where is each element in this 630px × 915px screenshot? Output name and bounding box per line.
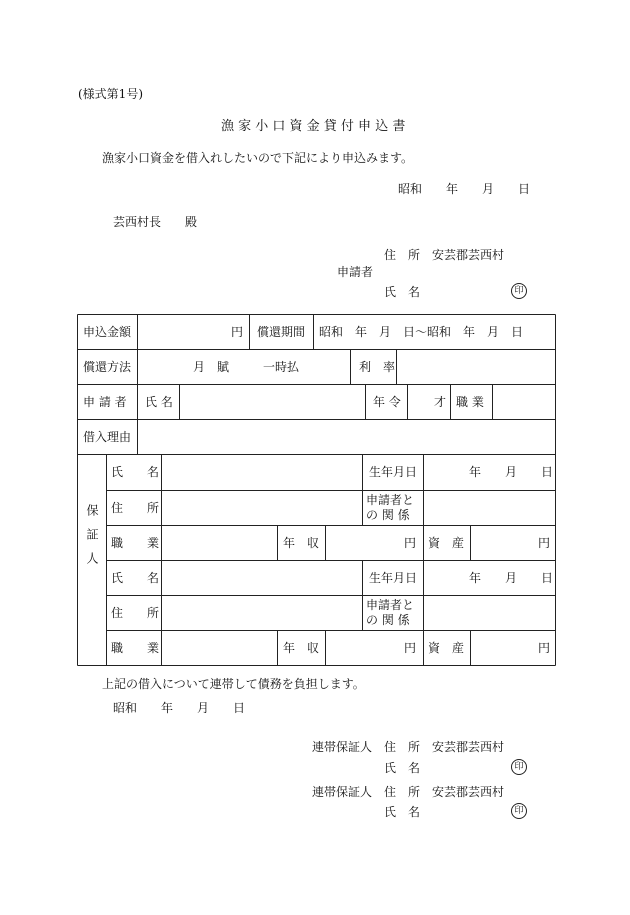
- joint-guarantor1-seal: 印: [511, 759, 527, 775]
- joint-guarantor1-name-label: 氏 名: [384, 761, 421, 775]
- joint-guarantor2-role: 連帯保証人: [312, 785, 373, 799]
- applicant-address-value: 安芸郡芸西村: [432, 248, 505, 262]
- guarantor1-relation-line1: 申請者と: [366, 493, 415, 507]
- guarantor1-address-label: 住 所: [111, 501, 160, 515]
- applicant-address-label: 住 所: [384, 248, 421, 262]
- joint-guarantor2-seal: 印: [511, 803, 527, 819]
- guarantor-label: 保 証 人: [85, 504, 99, 564]
- repayment-period-value: 昭和 年 月 日〜昭和 年 月 日: [319, 325, 524, 339]
- method-lump-sum: 一時払: [263, 360, 300, 374]
- form-number: (様式第1号): [78, 87, 143, 101]
- application-table: [77, 314, 556, 666]
- guarantor2-name-label: 氏 名: [111, 571, 160, 585]
- age-label: 年 令: [373, 395, 401, 409]
- guarantor1-relation-line2: の 関 係: [366, 508, 410, 522]
- joint-guarantor1-address-value: 安芸郡芸西村: [432, 740, 505, 754]
- joint-guarantor2-name-label: 氏 名: [384, 805, 421, 819]
- guarantor2-assets-label: 資 産: [428, 641, 465, 655]
- guarantor1-birth-value: 年 月 日: [469, 465, 554, 479]
- guarantor1-income-label: 年 収: [283, 536, 320, 550]
- guarantor2-income-yen: 円: [404, 641, 417, 655]
- guarantor1-name-label: 氏 名: [111, 465, 160, 479]
- guarantor2-income-label: 年 収: [283, 641, 320, 655]
- guarantor2-assets-yen: 円: [538, 641, 551, 655]
- joint-guarantor1-role: 連帯保証人: [312, 740, 373, 754]
- guarantor2-address-label: 住 所: [111, 606, 160, 620]
- guarantor2-birth-label: 生年月日: [369, 571, 418, 585]
- applicant-name-cell-label: 氏 名: [145, 395, 173, 409]
- intro-text: 漁家小口資金を借入れしたいので下記により申込みます。: [102, 151, 414, 165]
- joint-guarantor2-address-value: 安芸郡芸西村: [432, 785, 505, 799]
- repayment-period-label: 償還期間: [257, 325, 306, 339]
- joint-guarantor1-address-label: 住 所: [384, 740, 421, 754]
- guarantor1-income-yen: 円: [404, 536, 417, 550]
- guarantor2-occupation-label: 職 業: [111, 641, 160, 655]
- guarantor1-occupation-label: 職 業: [111, 536, 160, 550]
- guarantor2-relation-line1: 申請者と: [366, 598, 415, 612]
- form-title: 漁 家 小 口 資 金 貸 付 申 込 書: [221, 119, 406, 134]
- age-unit: 才: [434, 395, 447, 409]
- method-monthly: 月 賦: [193, 360, 230, 374]
- joint-date: 昭和 年 月 日: [113, 701, 246, 715]
- guarantor1-assets-label: 資 産: [428, 536, 465, 550]
- applicant-seal: 印: [511, 283, 527, 299]
- applicant-label: 申 請 者: [83, 395, 127, 409]
- loan-amount-label: 申込金額: [83, 325, 132, 339]
- guarantor1-assets-yen: 円: [538, 536, 551, 550]
- applicant-name-label: 氏 名: [384, 285, 421, 299]
- interest-rate-label: 利 率: [359, 360, 396, 374]
- date-line: 昭和 年 月 日: [398, 182, 531, 196]
- addressee: 芸西村長 殿: [113, 215, 198, 229]
- joint-guarantor2-address-label: 住 所: [384, 785, 421, 799]
- borrowing-reason-label: 借入理由: [83, 430, 132, 444]
- occupation-label: 職 業: [456, 395, 484, 409]
- loan-amount-yen: 円: [231, 325, 244, 339]
- guarantor1-birth-label: 生年月日: [369, 465, 418, 479]
- repayment-method-label: 償還方法: [83, 360, 132, 374]
- guarantor2-birth-value: 年 月 日: [469, 571, 554, 585]
- joint-statement: 上記の借入について連帯して債務を負担します。: [102, 677, 365, 691]
- applicant-role: 申請者: [337, 265, 374, 279]
- guarantor2-relation-line2: の 関 係: [366, 613, 410, 627]
